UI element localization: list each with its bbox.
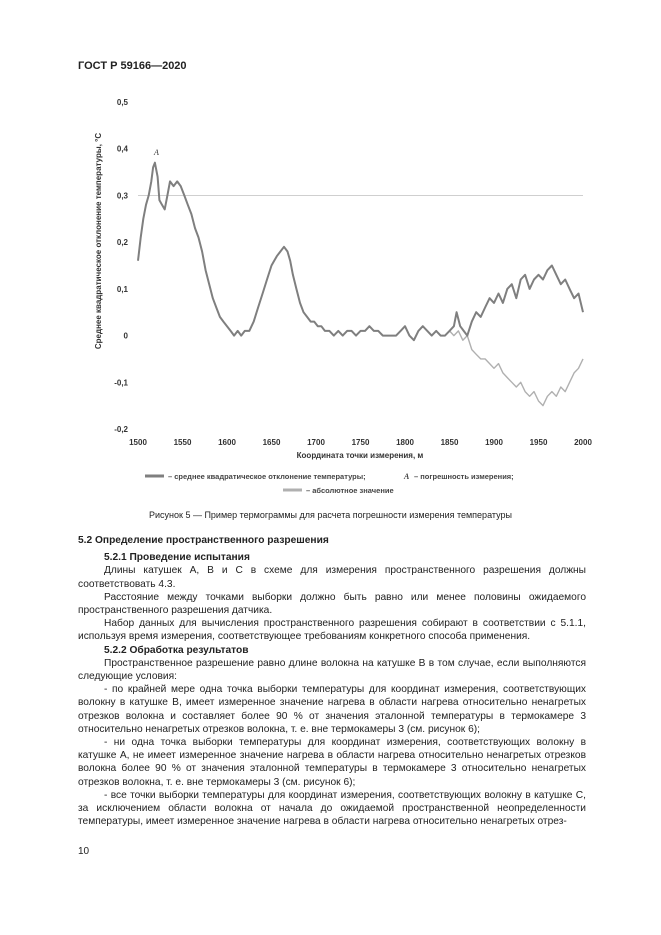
y-tick-label: 0 bbox=[123, 331, 128, 341]
x-tick-label: 2000 bbox=[574, 438, 592, 447]
legend bbox=[145, 472, 514, 495]
list-item: - по крайней мере одна точка выборки температуры для координат измерения, соответствующих волокну в катушке B, имеет измеренное значение нагрева в области нагрева относительно ненагретых отрезков волокна и составляет более 90 % от значения эталонной температуры в термокамере 3 относительно ненагретых отрезков волокна, т. е. вне термокамеры 3 (см. рисунок 6); bbox=[78, 684, 586, 735]
x-axis-label: Координата точки измерения, м bbox=[296, 451, 424, 460]
y-tick-label: 0,3 bbox=[116, 191, 128, 201]
x-tick-label: 1750 bbox=[351, 438, 370, 447]
figure-caption: Рисунок 5 — Пример термограммы для расчета погрешности измерения температуры bbox=[149, 510, 512, 520]
y-tick-label: 0,5 bbox=[116, 98, 128, 107]
x-tick-label: 1900 bbox=[485, 438, 503, 447]
paragraph: Длины катушек A, B и C в схеме для измерения пространственного разрешения должны соответствовать 4.3. bbox=[78, 565, 586, 590]
legend-label-abs: – абсолютное значение bbox=[306, 486, 394, 495]
subsection-heading-2: 5.2.2 Обработка результатов bbox=[104, 644, 249, 656]
x-tick-label: 1800 bbox=[396, 438, 414, 447]
x-tick-label: 1950 bbox=[529, 438, 548, 447]
series-line bbox=[138, 163, 583, 341]
page-number: 10 bbox=[78, 846, 90, 857]
paragraph: Расстояние между точками выборки должно быть равно или менее половины ожидаемого пространственного разрешения датчика. bbox=[78, 591, 586, 617]
y-tick-label: 0,2 bbox=[116, 238, 128, 248]
x-axis-ticks bbox=[129, 438, 592, 447]
x-tick-label: 1500 bbox=[129, 438, 147, 447]
y-tick-label: -0,2 bbox=[114, 425, 128, 434]
section-heading: 5.2 Определение пространственного разрешения bbox=[78, 535, 329, 546]
x-tick-label: 1650 bbox=[262, 438, 281, 447]
legend-label-std: – среднее квадратическое отклонение температуры; bbox=[168, 472, 366, 481]
subsection-heading-1: 5.2.1 Проведение испытания bbox=[104, 552, 250, 564]
x-tick-label: 1600 bbox=[218, 438, 236, 447]
y-tick-label: 0,1 bbox=[116, 284, 128, 294]
annotation-a: A bbox=[154, 148, 159, 157]
x-tick-label: 1850 bbox=[440, 438, 459, 447]
paragraph: Пространственное разрешение равно длине волокна на катушке B в том случае, если выполняются следующие условия: bbox=[78, 657, 586, 683]
list-item: - ни одна точка выборки температуры для координат измерения, соответствующих волокну в катушке A, не имеет измеренное значение нагрева в области нагрева относительно ненагретых отрезков волокна более 90 % от значения эталонной температуры в термокамере 3 относительно ненагретых отрезков волокна, т. е. вне термокамеры 3 (см. рисунок 6); bbox=[78, 737, 586, 788]
legend-label-error: – погрешность измерения; bbox=[414, 472, 514, 481]
x-tick-label: 1550 bbox=[173, 438, 192, 447]
y-tick-label: 0,4 bbox=[116, 144, 128, 154]
x-tick-label: 1700 bbox=[307, 438, 325, 447]
list-item: - все точки выборки температуры для координат измерения, соответствующих волокну в катушке C, за исключением области волокна от начала до ожидаемой пространственной неопределенности температуры, имеет измеренное значение нагрева в области нагрева относительно ненагретых отрез- bbox=[78, 789, 586, 828]
y-axis-label: Среднее квадратическое отклонение температуры, °С bbox=[94, 132, 103, 350]
body-text bbox=[78, 534, 586, 828]
y-axis-ticks bbox=[114, 98, 128, 434]
y-tick-label: -0,1 bbox=[114, 378, 128, 388]
chart-series bbox=[138, 163, 583, 406]
paragraph: Набор данных для вычисления пространственного разрешения собирают в соответствии с 5.1.1, используя время измерения, соответствующее требованиям конкретного способа применения. bbox=[78, 618, 586, 643]
series-line bbox=[450, 331, 584, 406]
document-header: ГОСТ Р 59166—2020 bbox=[78, 60, 187, 72]
legend-letter-a: A bbox=[404, 472, 410, 481]
